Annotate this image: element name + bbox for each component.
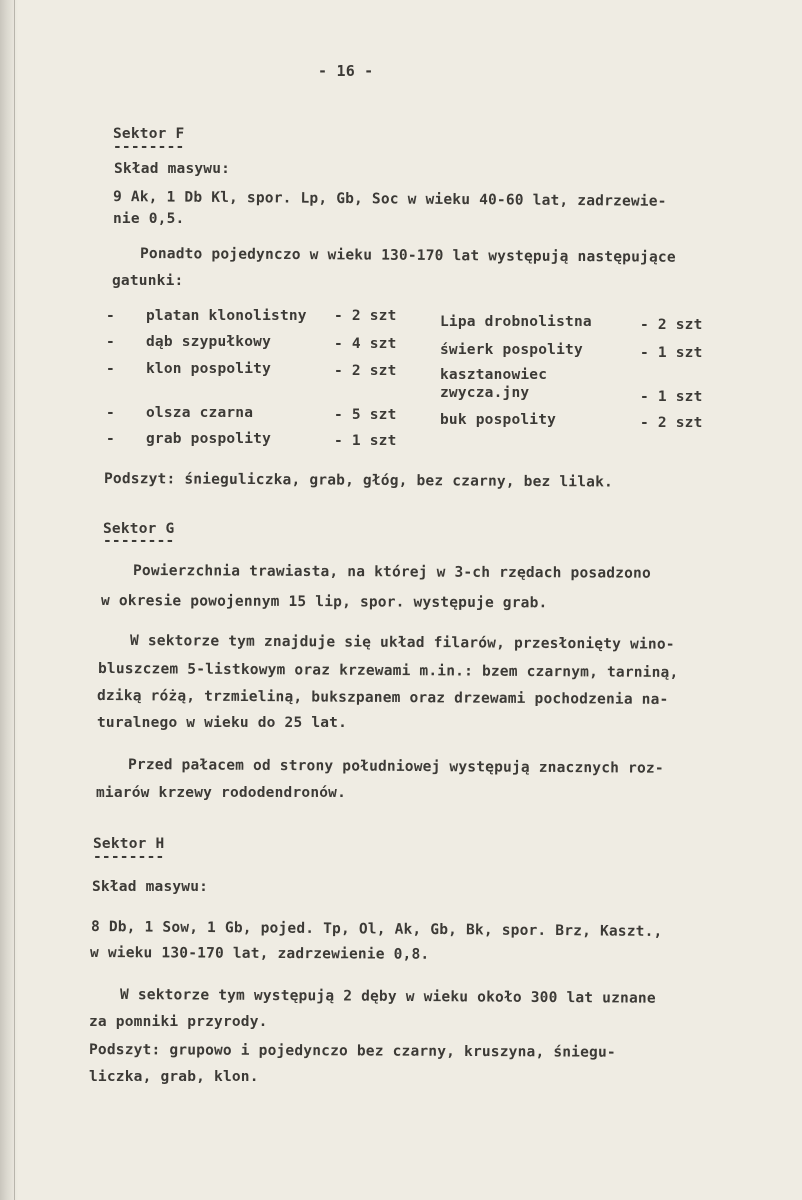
sector-f-composition-line-1: 9 Ak, 1 Db Kl, spor. Lp, Gb, Soc w wieku 40-60 lat, zadrzewie- — [112, 189, 667, 210]
sector-g-para2-line-3: dziką różą, trzmieliną, bukszpanem oraz drzewami pochodzenia na- — [96, 688, 669, 708]
sector-f-composition-label: Skład masywu: — [114, 161, 231, 177]
species-count: - 2 szt — [334, 363, 397, 379]
sector-g-para1-line-2: w okresie powojennym 15 lip, spor. występuje grab. — [100, 593, 548, 612]
sector-h-composition-line-2: w wieku 130-170 lat, zadrzewienie 0,8. — [89, 945, 430, 963]
species-name-cont: zwycza.jny — [440, 385, 530, 401]
species-count: - 1 szt — [640, 345, 703, 361]
sector-g-para2-line-1: W sektorze tym znajduje się układ filarów, przesłonięty wino- — [129, 633, 675, 653]
sector-g-para2-line-4: turalnego w wieku do 25 lat. — [97, 715, 348, 731]
sector-g-para2-line-2: bluszczem 5-listkowym oraz krzewami m.in.: bzem czarnym, tarniną, — [97, 661, 679, 682]
sector-h-para1-line-2: za pomniki przyrody. — [89, 1014, 268, 1030]
species-name: klon pospolity — [146, 361, 272, 377]
sector-f-underline: -------- — [113, 139, 185, 155]
species-dash: - — [106, 361, 115, 377]
binding-shadow — [0, 0, 18, 1200]
sector-g-para1-line-1: Powierzchnia trawiasta, na której w 3-ch rzędach posadzono — [132, 563, 651, 582]
sector-f-undergrowth: Podszyt: śnieguliczka, grab, głóg, bez czarny, bez lilak. — [103, 471, 614, 491]
sector-g-para3-line-2: miarów krzewy rododendronów. — [96, 785, 347, 801]
sector-h-composition-label: Skład masywu: — [92, 879, 209, 895]
species-name: dąb szypułkowy — [146, 334, 272, 350]
sector-f-intro-line-2: gatunki: — [112, 273, 184, 289]
sector-h-undergrowth-line-1: Podszyt: grupowo i pojedynczo bez czarny, kruszyna, śniegu- — [88, 1042, 616, 1061]
page-edge-line — [14, 0, 15, 1200]
species-dash: - — [106, 308, 115, 324]
species-name: grab pospolity — [146, 431, 272, 447]
page-number: - 16 - — [318, 62, 374, 80]
species-dash: - — [106, 334, 115, 350]
species-count: - 1 szt — [640, 389, 703, 405]
species-dash: - — [106, 405, 115, 421]
species-count: - 2 szt — [334, 308, 397, 324]
sector-g-heading: Sektor G — [103, 521, 175, 537]
species-count: - 1 szt — [334, 433, 397, 449]
species-name: olsza czarna — [146, 405, 254, 421]
species-count: - 4 szt — [334, 336, 397, 352]
sector-h-underline: -------- — [93, 849, 165, 865]
species-count: - 5 szt — [334, 407, 397, 423]
species-name: buk pospolity — [440, 412, 557, 428]
species-name: platan klonolistny — [146, 308, 307, 324]
sector-g-underline: -------- — [103, 533, 175, 549]
sector-h-undergrowth-line-2: liczka, grab, klon. — [89, 1069, 259, 1085]
species-name: kasztanowiec — [440, 367, 548, 383]
species-count: - 2 szt — [640, 415, 703, 431]
sector-f-intro-line-1: Ponadto pojedynczo w wieku 130-170 lat występują następujące — [139, 246, 676, 266]
species-name: świerk pospolity — [440, 342, 583, 358]
sector-f-composition-line-2: nie 0,5. — [113, 211, 185, 227]
sector-h-composition-line-1: 8 Db, 1 Sow, 1 Gb, pojed. Tp, Ol, Ak, Gb, Bk, spor. Brz, Kaszt., — [90, 919, 663, 940]
species-name: Lipa drobnolistna — [440, 314, 592, 330]
sector-g-para3-line-1: Przed pałacem od strony południowej występują znacznych roz- — [127, 757, 664, 777]
sector-h-para1-line-1: W sektorze tym występują 2 dęby w wieku około 300 lat uznane — [119, 987, 656, 1007]
sector-h-heading: Sektor H — [93, 836, 165, 852]
sector-f-heading: Sektor F — [113, 126, 185, 142]
species-count: - 2 szt — [640, 317, 703, 333]
species-dash: - — [106, 431, 115, 447]
